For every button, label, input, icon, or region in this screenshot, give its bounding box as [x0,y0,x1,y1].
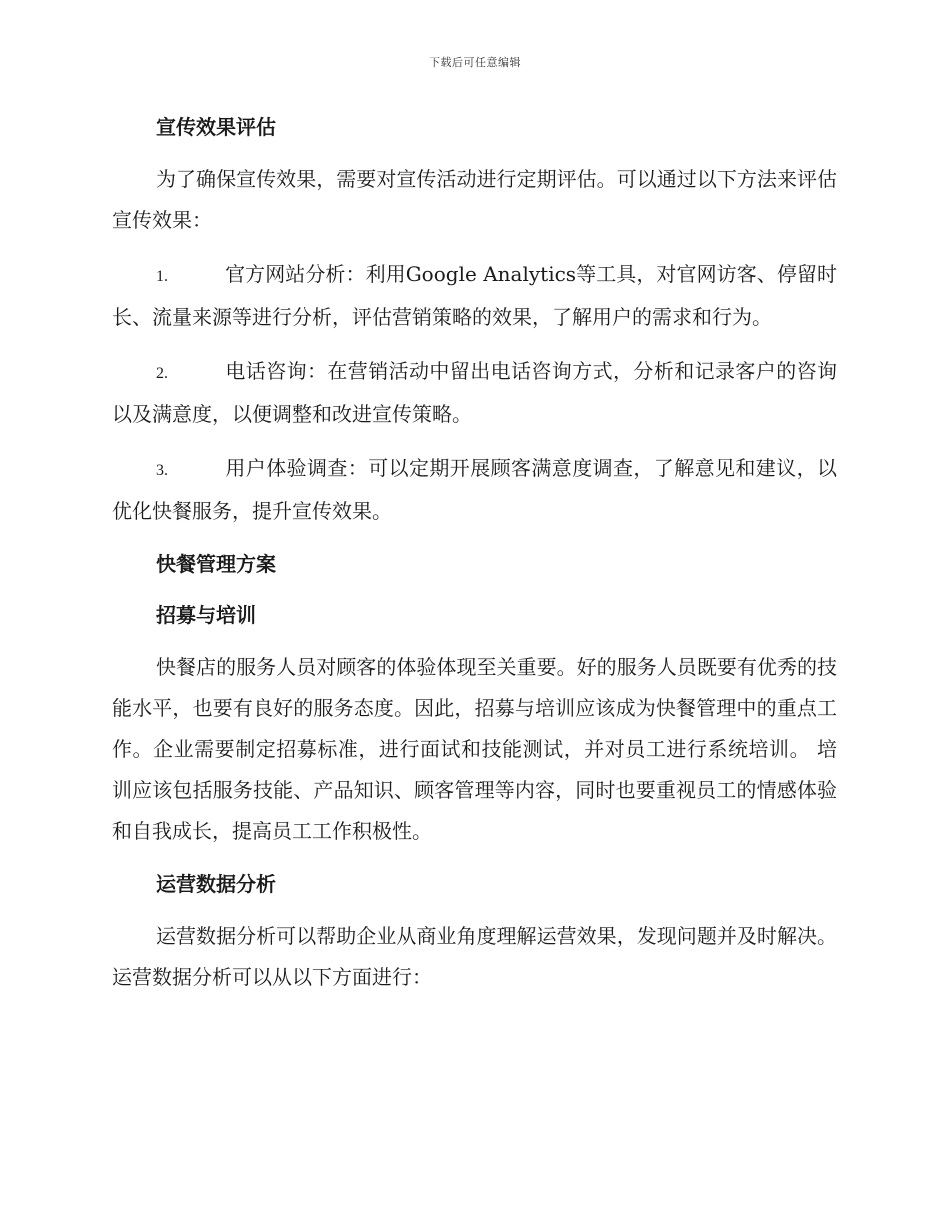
document-body [112,108,837,1011]
list-item [112,254,837,338]
heading-operations-analysis: 运营数据分析 [156,872,276,896]
page-header: 下载后可任意编辑 [429,56,521,69]
list-item-text: 官方网站分析：利用Google Analytics等工具，对官网访客、停留时长、流量来源等进行分析，评估营销策略的效果，了解用户的需求和行为。 [112,262,837,329]
list-number: 2. [156,365,168,382]
paragraph-operations-analysis: 运营数据分析可以帮助企业从商业角度理解运营效果，发现问题并及时解决。运营数据分析可以从以下方面进行： [112,924,837,989]
paragraph-evaluation-intro: 为了确保宣传效果，需要对宣传活动进行定期评估。可以通过以下方法来评估宣传效果： [112,167,837,232]
paragraph-recruit-training: 快餐店的服务人员对顾客的体验体现至关重要。好的服务人员既要有优秀的技能水平，也要有良好的服务态度。因此，招募与培训应该成为快餐管理中的重点工作。企业需要制定招募标准，进行面试和技能测试，并对员工进行系统培训。 培训应该包括服务技能、产品知识、顾客管理等内容，同时也要重视员工的情感体验和自我成长，提高员工工作积极性。 [112,655,837,843]
heading-publicity-evaluation: 宣传效果评估 [156,115,276,139]
heading-recruit-training: 招募与培训 [156,603,256,627]
list-number: 1. [156,268,168,285]
list-item [112,351,837,435]
list-item-text: 电话咨询：在营销活动中留出电话咨询方式，分析和记录客户的咨询以及满意度，以便调整和改进宣传策略。 [112,359,837,426]
heading-fastfood-management: 快餐管理方案 [156,552,276,576]
list-number: 3. [156,462,168,479]
list-item-text: 用户体验调查：可以定期开展顾客满意度调查，了解意见和建议，以优化快餐服务，提升宣传效果。 [112,456,837,523]
list-item [112,448,837,532]
